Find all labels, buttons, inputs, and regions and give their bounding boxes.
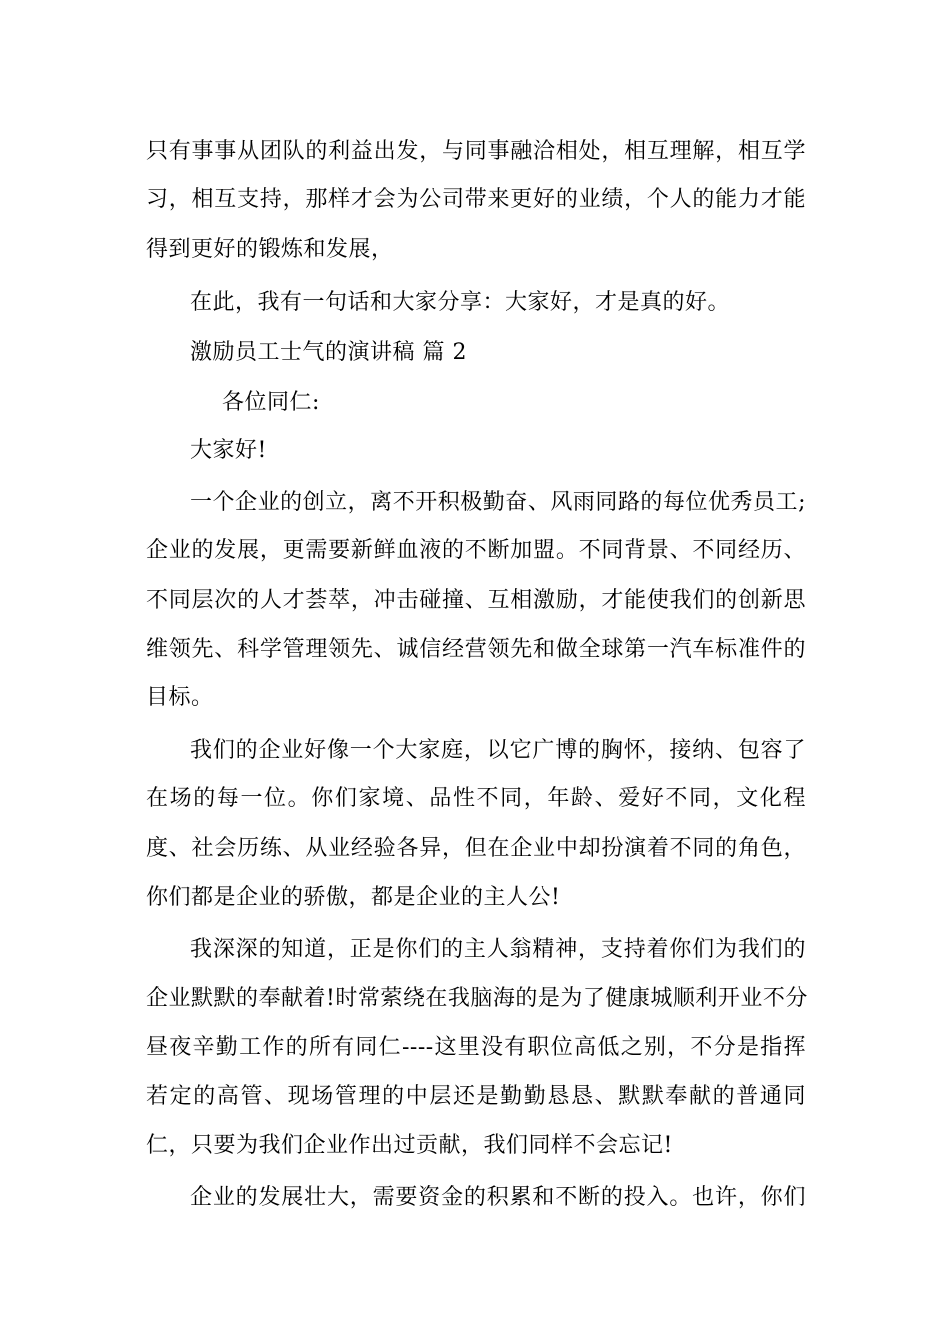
text-line: 昼夜辛勤工作的所有同仁----这里没有职位高低之别，不分是指挥 xyxy=(146,1035,806,1060)
text-line: 一个企业的创立，离不开积极勤奋、风雨同路的每位优秀员工; xyxy=(190,490,806,515)
greeting: 大家好! xyxy=(190,438,267,463)
text-line: 只有事事从团队的利益出发，与同事融洽相处，相互理解，相互学 xyxy=(146,139,806,164)
text-line: 在此，我有一句话和大家分享：大家好，才是真的好。 xyxy=(190,290,731,315)
text-line: 若定的高管、现场管理的中层还是勤勤恳恳、默默奉献的普通同 xyxy=(146,1084,806,1109)
text-line: 习，相互支持，那样才会为公司带来更好的业绩，个人的能力才能 xyxy=(146,187,806,212)
section-heading: 激励员工士气的演讲稿 篇 2 xyxy=(190,340,467,365)
text-line: 不同层次的人才荟萃，冲击碰撞、互相激励，才能使我们的创新思 xyxy=(146,588,806,613)
text-line: 仁，只要为我们企业作出过贡献，我们同样不会忘记! xyxy=(146,1133,673,1158)
text-line: 在场的每一位。你们家境、品性不同，年龄、爱好不同，文化程 xyxy=(146,786,806,811)
text-line: 得到更好的锻炼和发展， xyxy=(146,237,394,262)
text-line: 维领先、科学管理领先、诚信经营领先和做全球第一汽车标准件的 xyxy=(146,637,806,662)
salutation: 各位同仁: xyxy=(222,390,320,415)
text-line: 你们都是企业的骄傲，都是企业的主人公! xyxy=(146,885,561,910)
text-line: 我们的企业好像一个大家庭，以它广博的胸怀，接纳、包容了 xyxy=(190,738,806,763)
text-line: 企业的发展壮大，需要资金的积累和不断的投入。也许，你们 xyxy=(190,1185,806,1210)
text-line: 目标。 xyxy=(146,685,214,710)
text-line: 度、社会历练、从业经验各异，但在企业中却扮演着不同的角色， xyxy=(146,836,806,861)
text-line: 我深深的知道，正是你们的主人翁精神，支持着你们为我们的 xyxy=(190,937,806,962)
text-line: 企业默默的奉献着!时常萦绕在我脑海的是为了健康城顺利开业不分 xyxy=(146,986,808,1011)
text-line: 企业的发展，更需要新鲜血液的不断加盟。不同背景、不同经历、 xyxy=(146,538,806,563)
